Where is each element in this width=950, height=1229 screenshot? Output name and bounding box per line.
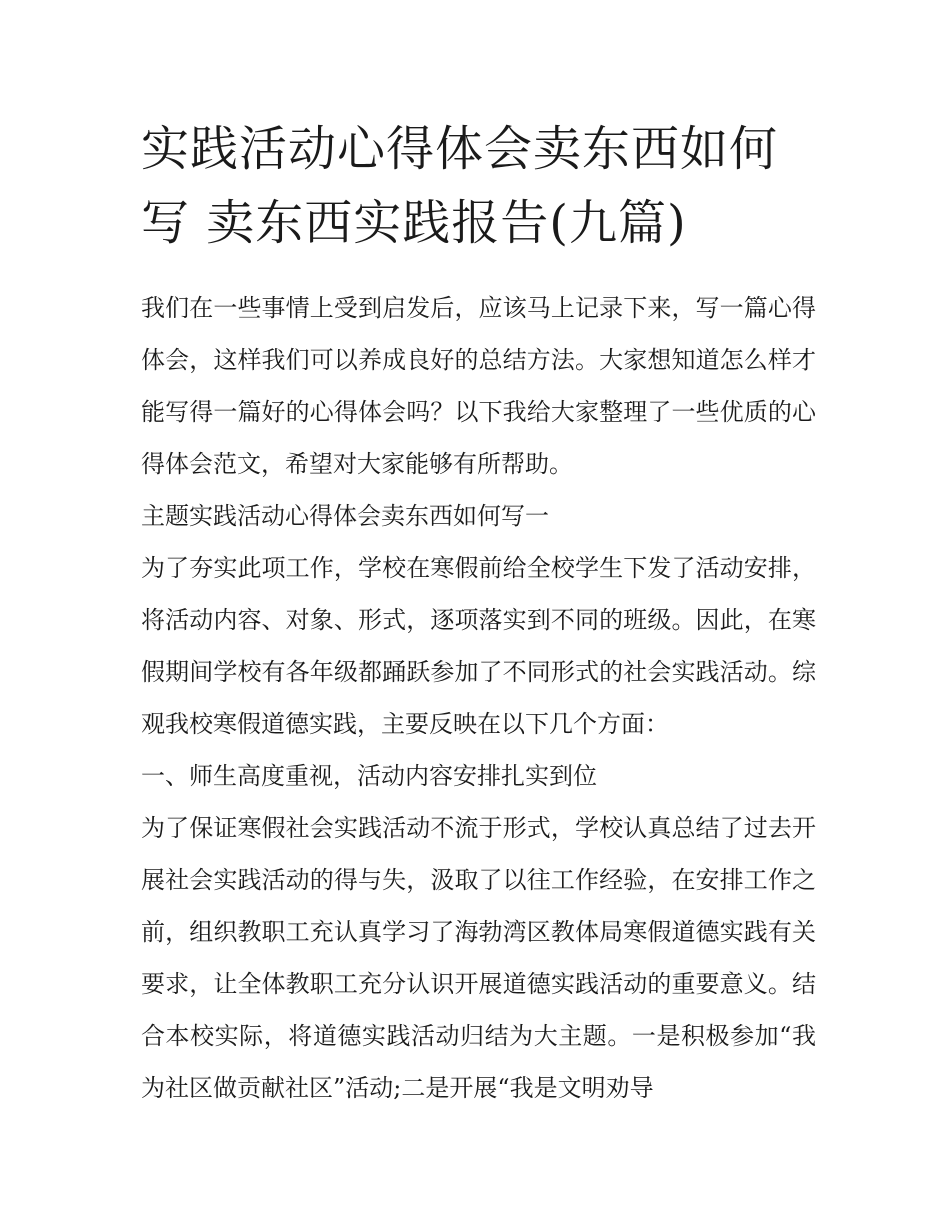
subheading-1: 一、师生高度重视，活动内容安排扎实到位 (141, 762, 597, 790)
document-title-line-2: 写 卖东西实践报告(九篇) (141, 195, 687, 251)
section-title: 主题实践活动心得体会卖东西如何写一 (141, 502, 549, 530)
paragraph-2: 为了保证寒假社会实践活动不流于形式，学校认真总结了过去开展社会实践活动的得与失，汲取了以往工作经验，在安排工作之前，组织教职工充认真学习了海勃湾区教体局寒假道德实践有关要求，让全体教职工充分认识开展道德实践活动的重要意义。结合本校实际，将道德实践活动归结为大主题。一是积极参加“我为社区做贡献社区”活动;二是开展“我是文明劝导 (141, 814, 816, 1102)
paragraph-1: 为了夯实此项工作，学校在寒假前给全校学生下发了活动安排，将活动内容、对象、形式，逐项落实到不同的班级。因此，在寒假期间学校有各年级都踊跃参加了不同形式的社会实践活动。综观我校寒假道德实践，主要反映在以下几个方面： (141, 554, 816, 738)
document-title-line-1: 实践活动心得体会卖东西如何 (141, 121, 779, 177)
document-body (141, 282, 816, 1114)
intro-paragraph: 我们在一些事情上受到启发后，应该马上记录下来，写一篇心得体会，这样我们可以养成良好的总结方法。大家想知道怎么样才能写得一篇好的心得体会吗？以下我给大家整理了一些优质的心得体会范文，希望对大家能够有所帮助。 (141, 294, 816, 478)
document-content (141, 112, 816, 1114)
document-title (141, 112, 816, 260)
